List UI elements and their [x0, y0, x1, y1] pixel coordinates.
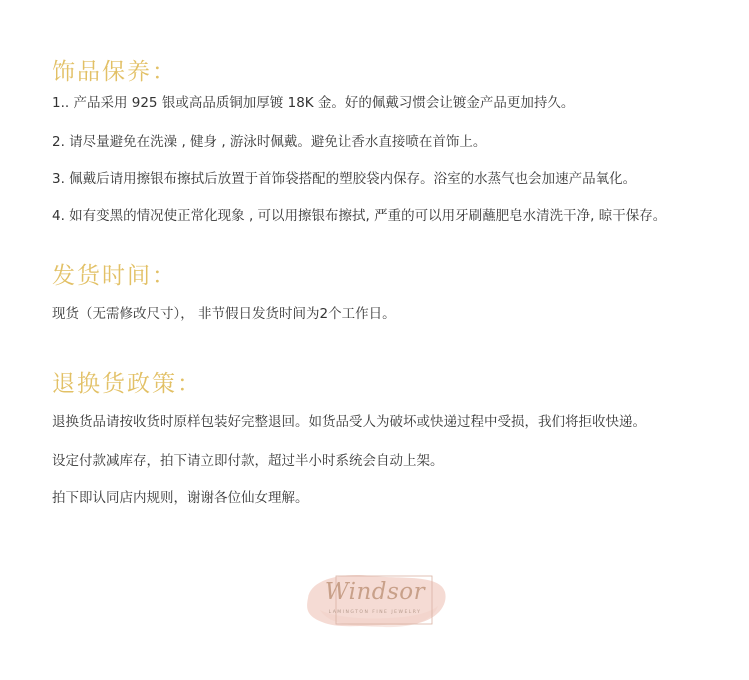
returns-section-title: 退换货政策：: [52, 371, 202, 397]
brand-logo: [300, 570, 450, 632]
shipping-section-title: 发货时间：: [52, 263, 177, 289]
care-item-2: 2. 请尽量避免在洗澡 , 健身 , 游泳时佩戴。避免让香水直接喷在首饰上。: [52, 134, 487, 150]
returns-item-1: 退换货品请按收货时原样包装好完整退回。如货品受人为破坏或快递过程中受损，我们将拒收快递。: [52, 414, 646, 430]
shipping-item-1: 现货（无需修改尺寸）， 非节假日发货时间为2个工作日。: [52, 306, 396, 322]
care-item-1: 1.. 产品采用 925 银或高品质铜加厚镀 18K 金。好的佩戴习惯会让镀金产品更加持久。: [52, 95, 575, 111]
care-item-4: 4. 如有变黑的情况使正常化现象 , 可以用擦银布擦拭, 严重的可以用牙刷蘸肥皂水清洗干净, 晾干保存。: [52, 208, 667, 224]
returns-item-3: 拍下即认同店内规则，谢谢各位仙女理解。: [52, 490, 309, 506]
returns-item-2: 设定付款减库存，拍下请立即付款，超过半小时系统会自动上架。: [52, 453, 444, 469]
logo-script-text: Windsor: [324, 579, 426, 605]
logo-tagline: LAMINGTON FINE JEWELRY: [328, 610, 422, 615]
care-section-title: 饰品保养：: [52, 59, 177, 85]
care-item-3: 3. 佩戴后请用擦银布擦拭后放置于首饰袋搭配的塑胶袋内保存。浴室的水蒸气也会加速产品氧化。: [52, 171, 637, 187]
